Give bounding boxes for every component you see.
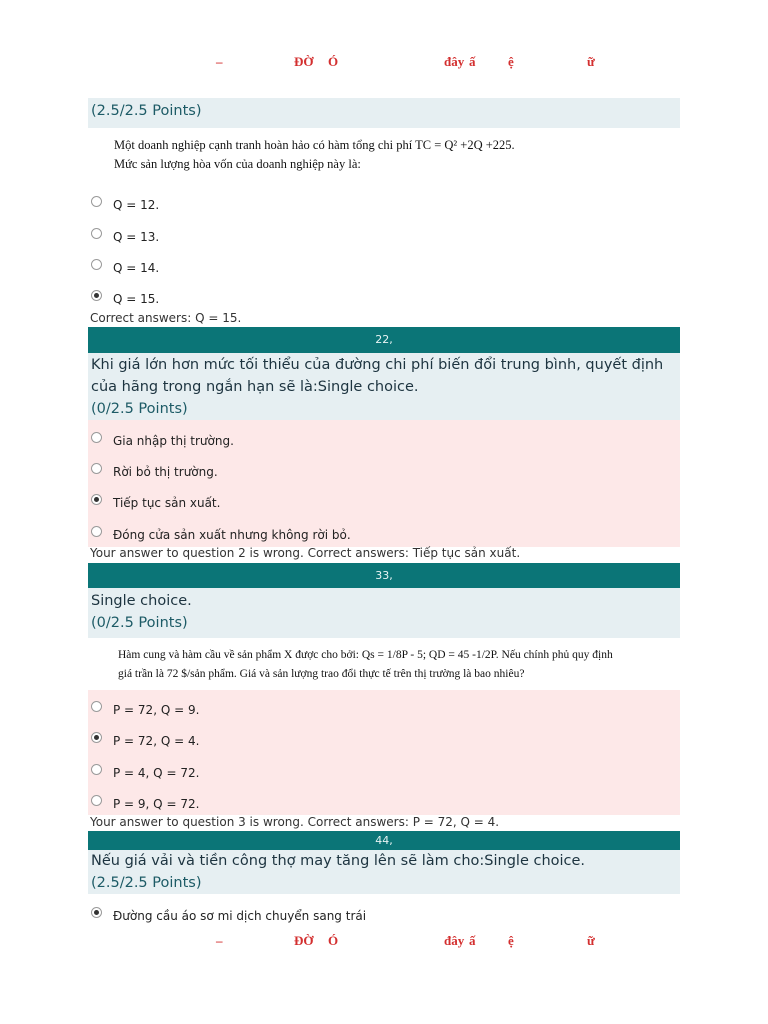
radio-button[interactable] (91, 764, 102, 775)
option-label: Đóng cửa sản xuất nhưng không rời bỏ. (113, 528, 351, 542)
question-number-bar: 33, (88, 563, 680, 588)
radio-button[interactable] (91, 196, 102, 207)
question-2-header (88, 353, 680, 420)
header-fragment: ấ (469, 54, 476, 69)
answer-feedback: Correct answers: Q = 15. (90, 311, 242, 325)
footer-fragment: – (216, 933, 223, 948)
question-points: (0/2.5 Points) (91, 401, 188, 417)
question-title: Single choice. (91, 593, 192, 609)
footer-fragment: ệ (508, 933, 514, 948)
question-title: của hãng trong ngắn hạn sẽ là:Single choice. (91, 379, 419, 395)
footer-fragment: Ó (328, 933, 339, 948)
question-number-bar: 22, (88, 327, 680, 353)
radio-button-selected[interactable] (91, 907, 102, 918)
option-label: Rời bỏ thị trường. (113, 465, 218, 479)
answer-feedback: Your answer to question 3 is wrong. Correct answers: P = 72, Q = 4. (90, 815, 500, 829)
option-label: Q = 15. (113, 292, 160, 306)
radio-button-selected[interactable] (91, 290, 102, 301)
option-label: P = 72, Q = 4. (113, 734, 200, 748)
radio-button[interactable] (91, 795, 102, 806)
header-fragment: Ó (328, 54, 339, 69)
question-points: (2.5/2.5 Points) (91, 875, 202, 891)
footer-fragment: đây (444, 933, 465, 948)
radio-button[interactable] (91, 701, 102, 712)
header-fragment: ữ (587, 54, 595, 69)
option-label: Tiếp tục sản xuất. (113, 496, 221, 510)
question-4-header (88, 850, 680, 894)
question-1-image (88, 128, 680, 182)
option-label: Đường cầu áo sơ mi dịch chuyển sang trái (113, 909, 367, 923)
question-image-line: Mức sản lượng hòa vốn của doanh nghiệp này là: (114, 157, 361, 171)
answer-feedback: Your answer to question 2 is wrong. Correct answers: Tiếp tục sản xuất. (90, 546, 521, 560)
question-image-line: Hàm cung và hàm cầu về sản phẩm X được cho bởi: Qs = 1/8P - 5; QD = 45 -1/2P. Nếu chính phủ quy định (118, 649, 613, 661)
option-label: P = 4, Q = 72. (113, 766, 200, 780)
radio-button[interactable] (91, 259, 102, 270)
question-points: (0/2.5 Points) (91, 615, 188, 631)
footer-fragment: ấ (469, 933, 476, 948)
header-fragment: – (216, 54, 223, 69)
radio-button[interactable] (91, 432, 102, 443)
option-label: P = 9, Q = 72. (113, 797, 200, 811)
footer-fragment: ĐỜ (294, 933, 314, 948)
header-fragment: ĐỜ (294, 54, 314, 69)
option-label: Q = 14. (113, 261, 160, 275)
question-title: Nếu giá vải và tiền công thợ may tăng lên sẽ làm cho:Single choice. (91, 853, 586, 869)
question-image-line: giá trần là 72 $/sản phẩm. Giá và sản lượng trao đổi thực tế trên thị trường là bao nhiêu? (118, 668, 525, 680)
radio-button[interactable] (91, 463, 102, 474)
question-3-header (88, 588, 680, 638)
radio-button[interactable] (91, 228, 102, 239)
option-label: Q = 12. (113, 198, 160, 212)
option-label: P = 72, Q = 9. (113, 703, 200, 717)
header-fragment: đây (444, 54, 465, 69)
footer-fragment: ữ (587, 933, 595, 948)
radio-button-selected[interactable] (91, 494, 102, 505)
question-3-image (88, 638, 680, 690)
question-points: (2.5/2.5 Points) (91, 103, 202, 119)
radio-button-selected[interactable] (91, 732, 102, 743)
radio-button[interactable] (91, 526, 102, 537)
option-label: Q = 13. (113, 230, 160, 244)
question-number-bar: 44, (88, 831, 680, 850)
question-1-header (88, 98, 680, 128)
option-label: Gia nhập thị trường. (113, 434, 234, 448)
header-fragment: ệ (508, 54, 514, 69)
question-image-line: Một doanh nghiệp cạnh tranh hoàn hảo có hàm tổng chi phí TC = Q² +2Q +225. (114, 138, 515, 152)
question-title: Khi giá lớn hơn mức tối thiểu của đường chi phí biến đổi trung bình, quyết định (91, 357, 664, 373)
